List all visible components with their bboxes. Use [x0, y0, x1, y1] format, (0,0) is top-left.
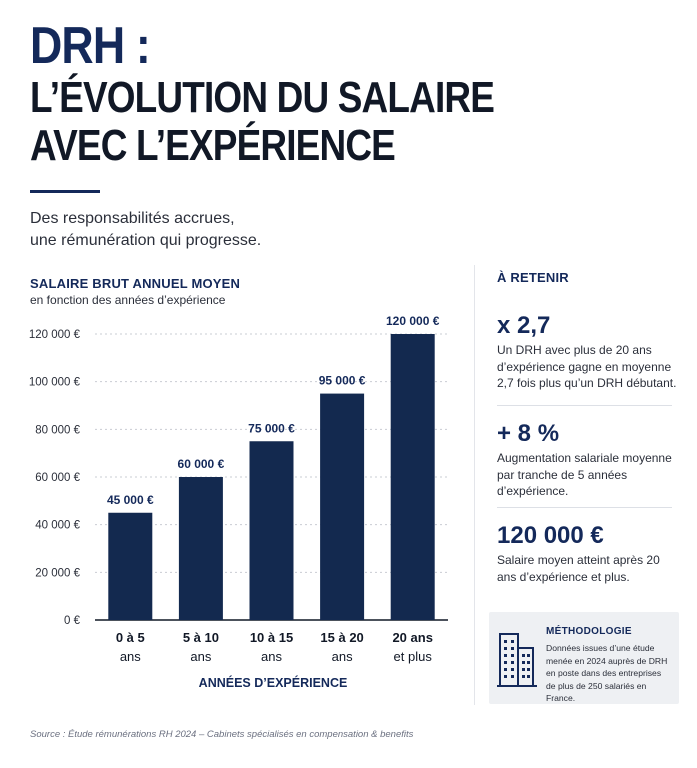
aside-divider	[497, 405, 672, 406]
stat-increase-value: + 8 %	[497, 420, 560, 447]
stat-max-salary-desc: Salaire moyen atteint après 20 ans d’expérience et plus.	[497, 553, 660, 584]
y-tick-label: 60 000 €	[35, 472, 80, 484]
data-label: 95 000 €	[318, 373, 366, 388]
data-label: 45 000 €	[106, 492, 154, 507]
x-axis-label: ANNÉES D’EXPÉRIENCE	[198, 676, 348, 690]
data-label: 60 000 €	[177, 457, 225, 471]
chart-subtitle: en fonction des années d’expérience	[30, 293, 226, 307]
subtitle-line-1: Des responsabilités accrues,	[30, 210, 235, 227]
title-line-1: DRH :	[30, 17, 150, 75]
x-tick-label: ans	[331, 649, 353, 664]
x-tick-label: 15 à 20	[320, 630, 364, 645]
x-tick-label: 5 à 10	[182, 630, 219, 645]
x-tick-label: ans	[190, 649, 212, 664]
title-line-3: AVEC L’EXPÉRIENCE	[30, 121, 395, 170]
y-tick-label: 20 000 €	[35, 567, 80, 580]
bar	[250, 441, 294, 620]
title-line-2: L’ÉVOLUTION DU SALAIRE	[30, 73, 495, 122]
x-tick-label: 10 à 15	[249, 630, 294, 645]
y-tick-label: 0 €	[64, 615, 80, 627]
stat-max-salary	[497, 522, 677, 585]
aside-divider	[497, 507, 672, 508]
methodology-title: MÉTHODOLOGIE	[546, 626, 632, 637]
stat-increase	[497, 420, 677, 500]
bar	[108, 513, 152, 620]
methodology-box	[489, 612, 679, 704]
page-subtitle	[30, 208, 450, 252]
y-tick-label: 40 000 €	[35, 519, 80, 532]
y-tick-label: 80 000 €	[35, 424, 80, 437]
x-tick-label: 0 à 5	[115, 630, 145, 645]
stat-ratio-desc: Un DRH avec plus de 20 ans d’expérience gagne en moyenne 2,7 fois plus qu’un DRH débutant.	[497, 343, 677, 390]
y-tick-label: 120 000 €	[28, 329, 80, 341]
bar	[391, 334, 435, 620]
stat-ratio-value: x 2,7	[497, 312, 551, 339]
stat-ratio	[497, 312, 677, 392]
data-label: 75 000 €	[248, 421, 295, 436]
chart-title: SALAIRE BRUT ANNUEL MOYEN	[30, 276, 241, 291]
data-label: 120 000 €	[386, 314, 440, 328]
methodology-text: Données issues d’une étude menée en 2024 auprès de DRH en poste dans des entreprises de plus de 250 salariés en France.	[546, 643, 668, 703]
aside-title: À RETENIR	[497, 270, 569, 285]
title-underline	[30, 190, 100, 193]
bar	[179, 477, 223, 620]
bar	[320, 394, 364, 620]
page-title	[30, 18, 670, 170]
x-tick-label: ans	[119, 649, 141, 664]
column-divider	[474, 265, 475, 705]
building-icon	[497, 628, 537, 688]
source-note: Source : Étude rémunérations RH 2024 – Cabinets spécialisés en compensation & benefits	[30, 729, 414, 740]
stat-increase-desc: Augmentation salariale moyenne par tranche de 5 années d’expérience.	[497, 451, 672, 498]
x-tick-label: ans	[261, 649, 282, 664]
x-tick-label: 20 ans	[392, 630, 433, 645]
y-tick-label: 100 000 €	[28, 376, 80, 389]
stat-max-salary-value: 120 000 €	[497, 522, 604, 549]
subtitle-line-2: une rémunération qui progresse.	[30, 232, 262, 249]
bar-chart	[0, 300, 470, 672]
x-tick-label: et plus	[393, 649, 432, 664]
